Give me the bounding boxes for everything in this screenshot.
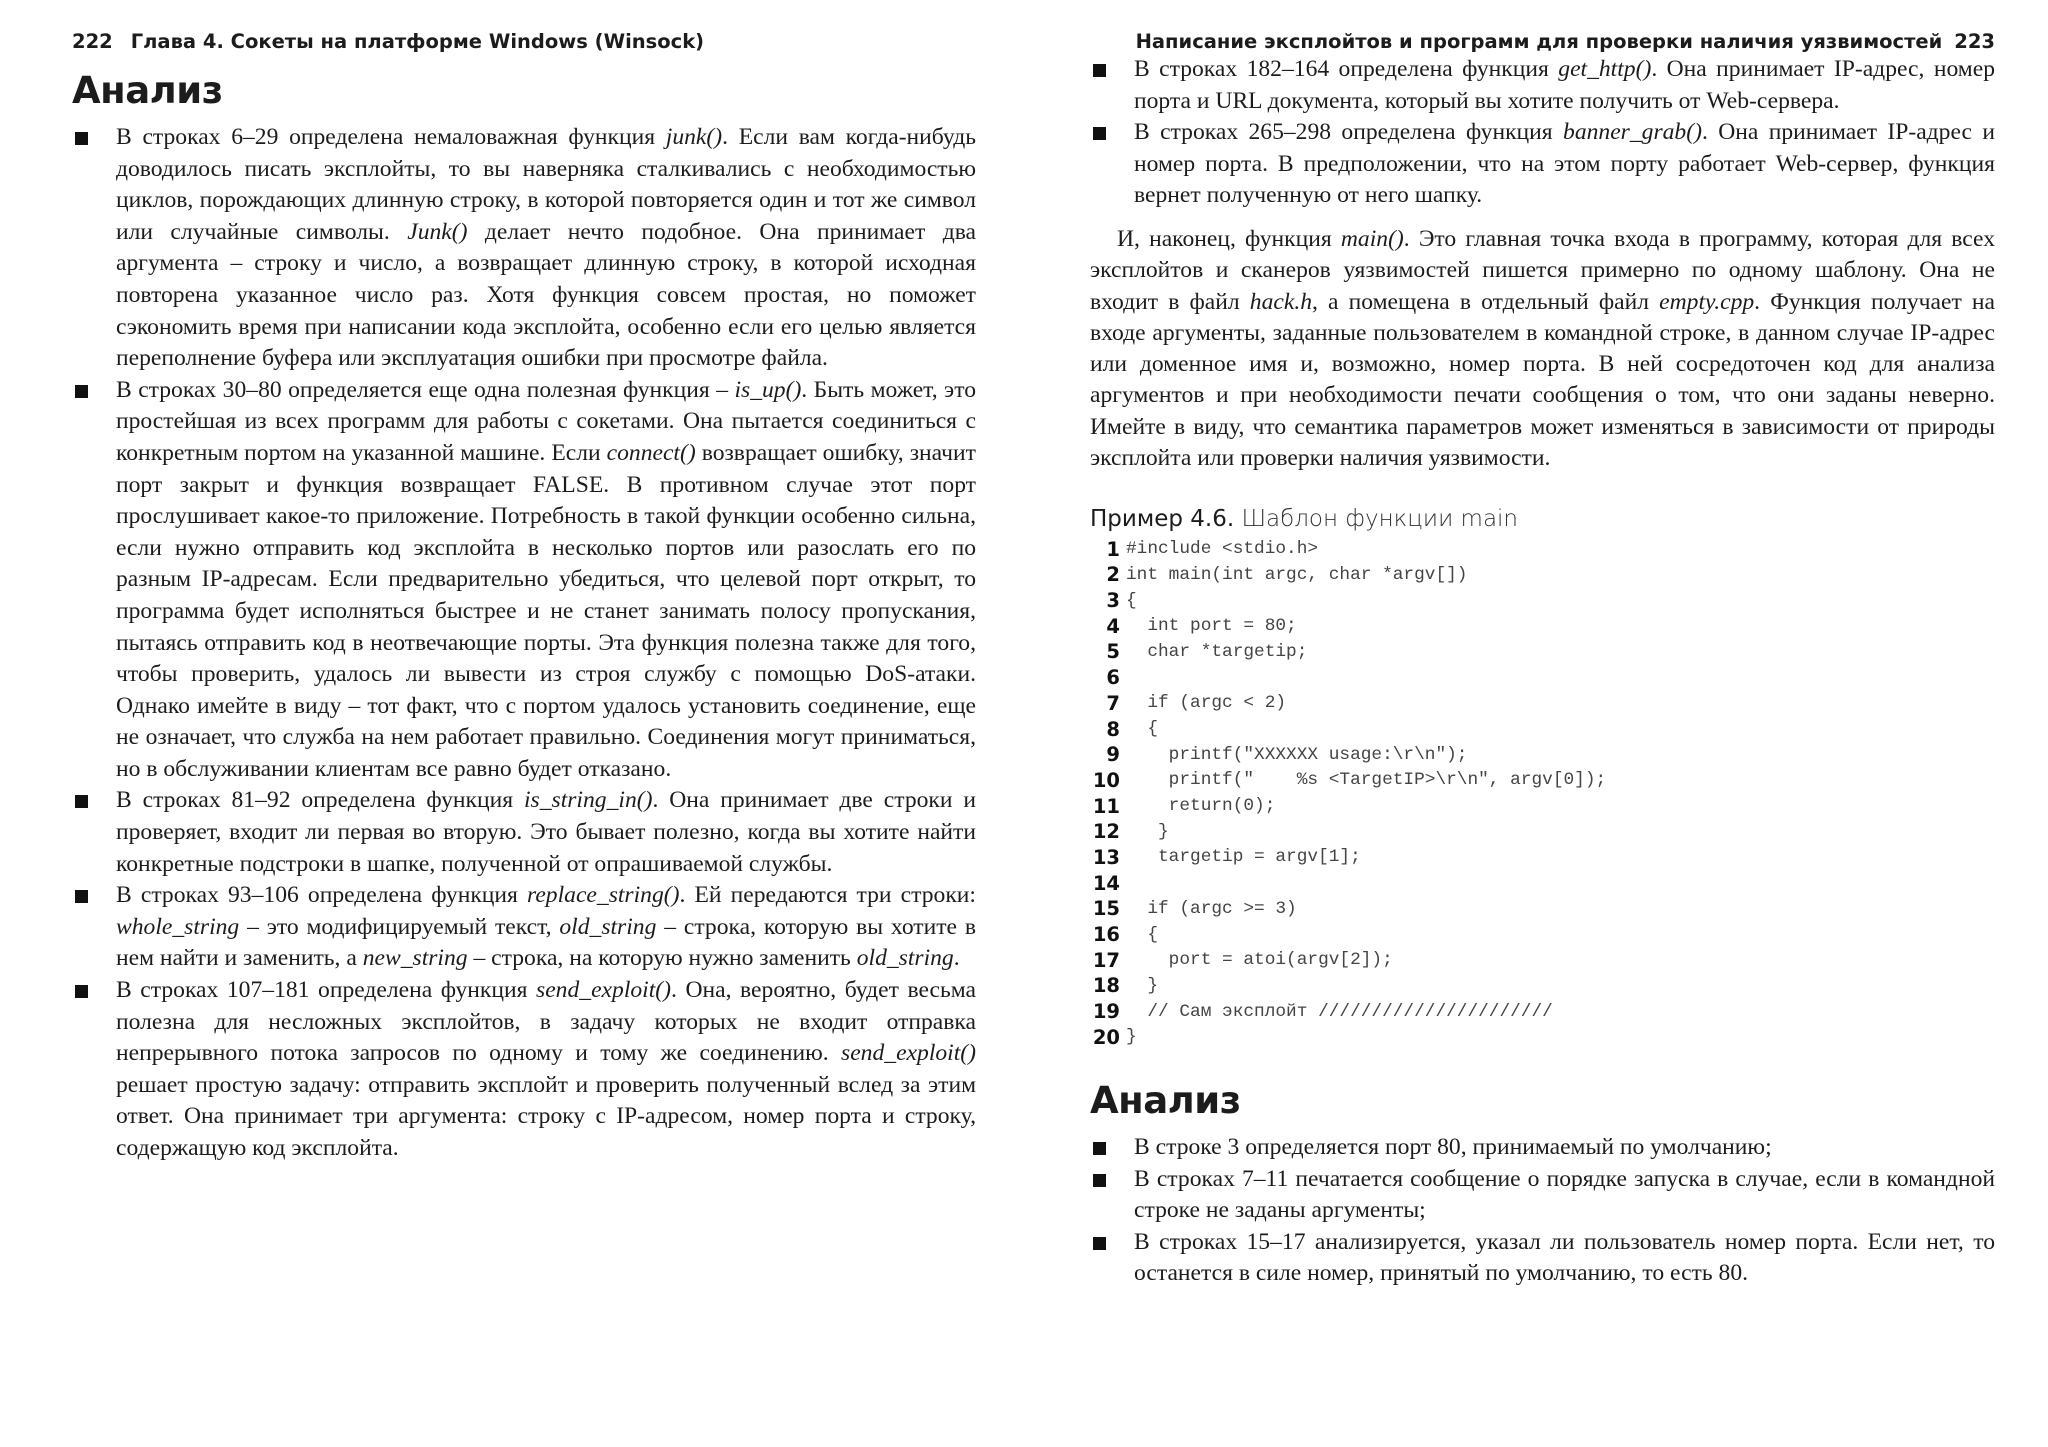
code-text: } bbox=[1126, 975, 1159, 996]
bullet-square-icon bbox=[1093, 1237, 1106, 1250]
line-number: 15 bbox=[1092, 897, 1120, 921]
bullet-text: В строках 30–80 определяется еще одна полезная функция – is_up(). Быть может, это простейшая из всех программ для работы с сокетами. Она пытается соединиться с конкретным портом на указанной машине. Если connect() возвращает ошибку, значит порт закрыт и функция возвращает FALSE. В противном случае этот порт прослушивает какое-то приложение. Потребность в такой функции особенно сильна, если нужно отправить код эксплойта в несколько портов или разослать его по разным IP-адресам. Если предварительно убедиться, что целевой порт открыт, то программа будет исполняться быстрее и не станет занимать полосу пропускания, пытаясь отправить код в неотвечающие порты. Эта функция полезна также для того, чтобы проверить, удалось ли вывести из строя службу с помощью DoS-атаки. Однако имейте в виду – тот факт, что с портом удалось установить соединение, еще не означает, что служба на нем работает правильно. Соединения могут приниматься, но в обслуживании клиентам все равно будет отказано. bbox=[116, 376, 976, 782]
code-line bbox=[1090, 716, 1995, 742]
line-number: 11 bbox=[1092, 794, 1120, 818]
list-item bbox=[72, 880, 976, 975]
bullet-square-icon bbox=[75, 385, 88, 398]
code-line bbox=[1090, 896, 1995, 922]
bullet-text: В строках 7–11 печатается сообщение о порядке запуска в случае, если в командной строке не заданы аргументы; bbox=[1134, 1165, 1995, 1224]
line-number: 20 bbox=[1092, 1025, 1120, 1049]
bullet-text: В строках 107–181 определена функция send_exploit(). Она, вероятно, будет весьма полезна для несложных эксплойтов, в задачу которых не входит отправка непрерывного потока запросов по одному и тому же соединению. send_exploit() решает простую задачу: отправить эксплойт и проверить полученный вслед за этим ответ. Она принимает три аргумента: строку с IP-адресом, номер порта и строку, содержащую код эксплойта. bbox=[116, 977, 976, 1161]
code-text: #include <stdio.h> bbox=[1126, 539, 1319, 560]
right-page bbox=[1024, 0, 2048, 1447]
bullet-list bbox=[1090, 54, 1995, 212]
line-number: 2 bbox=[1106, 563, 1120, 587]
code-text: // Сам эксплойт ////////////////////// bbox=[1126, 1001, 1553, 1022]
code-text: } bbox=[1126, 1027, 1137, 1048]
line-number: 17 bbox=[1092, 948, 1120, 972]
list-item bbox=[1090, 1227, 1995, 1290]
code-text: if (argc >= 3) bbox=[1126, 898, 1297, 919]
code-line bbox=[1090, 588, 1995, 614]
code-line bbox=[1090, 536, 1995, 562]
line-number: 9 bbox=[1106, 743, 1120, 767]
example-label: Пример 4.6. bbox=[1090, 506, 1235, 533]
code-text: printf("XXXXXX usage:\r\n"); bbox=[1126, 744, 1468, 765]
chapter-title: Глава 4. Сокеты на платформе Windows (Winsock) bbox=[130, 30, 705, 53]
page-number: 223 bbox=[1954, 30, 1995, 53]
bullet-list bbox=[1090, 1132, 1995, 1290]
list-item bbox=[1090, 1132, 1995, 1164]
code-text: port = atoi(argv[2]); bbox=[1126, 950, 1393, 971]
code-text: int port = 80; bbox=[1126, 616, 1297, 637]
bullet-square-icon bbox=[75, 795, 88, 808]
bullet-square-icon bbox=[75, 890, 88, 903]
bullet-text: В строках 182–164 определена функция get_http(). Она принимает IP-адрес, номер порта и URL документа, который вы хотите получить от Web-сервера. bbox=[1134, 56, 1995, 114]
bullet-text: В строках 81–92 определена функция is_string_in(). Она принимает две строки и проверяет, входит ли первая во вторую. Это бывает полезно, когда вы хотите найти конкретные подстроки в шапке, полученной от опрашиваемой службы. bbox=[116, 787, 976, 877]
line-number: 14 bbox=[1092, 871, 1120, 895]
bullet-square-icon bbox=[75, 985, 88, 998]
list-item bbox=[1090, 1164, 1995, 1227]
line-number: 6 bbox=[1106, 666, 1120, 690]
page-number: 222 bbox=[72, 30, 113, 53]
line-number: 8 bbox=[1106, 717, 1120, 741]
code-line bbox=[1090, 690, 1995, 716]
line-number: 13 bbox=[1092, 845, 1120, 869]
bullet-square-icon bbox=[1093, 64, 1106, 77]
line-number: 12 bbox=[1092, 820, 1120, 844]
bullet-text: В строках 265–298 определена функция banner_grab(). Она принимает IP-адрес и номер порта. В предположении, что на этом порту работает Web-сервер, функция вернет полученную от него шапку. bbox=[1134, 119, 1995, 209]
code-text: if (argc < 2) bbox=[1126, 693, 1287, 714]
running-head-left bbox=[72, 28, 976, 56]
list-item bbox=[72, 375, 976, 786]
line-number: 10 bbox=[1092, 768, 1120, 792]
example-caption bbox=[1090, 504, 1995, 534]
code-line bbox=[1090, 845, 1995, 871]
code-listing bbox=[1090, 536, 1995, 1050]
list-item bbox=[1090, 54, 1995, 117]
line-number: 1 bbox=[1106, 537, 1120, 561]
code-text: printf(" %s <TargetIP>\r\n", argv[0]); bbox=[1126, 770, 1607, 791]
code-text: { bbox=[1126, 924, 1159, 945]
body-paragraph: И, наконец, функция main(). Это главная точка входа в программу, которая для всех эксплойтов и сканеров уязвимостей пишется примерно по одному шаблону. Она не входит в файл hack.h, а помещена в отдельный файл empty.cpp. Функция получает на входе аргументы, заданные пользователем в командной строке, в данном случае IP-адрес или доменное имя и, возможно, номер порта. В ней сосредоточен код для анализа аргументов и при необходимости печати сообщения о том, что они заданы неверно. Имейте в виду, что семантика параметров может изменяться в зависимости от природы эксплойта или проверки наличия уязвимости. bbox=[1090, 225, 1996, 472]
line-number: 3 bbox=[1106, 589, 1120, 613]
section-title: Анализ bbox=[1090, 1079, 1241, 1123]
code-line bbox=[1090, 768, 1995, 794]
line-number: 18 bbox=[1092, 974, 1120, 998]
code-line bbox=[1090, 973, 1995, 999]
code-text: } bbox=[1126, 821, 1169, 842]
code-text: int main(int argc, char *argv[]) bbox=[1126, 564, 1468, 585]
line-number: 4 bbox=[1106, 614, 1120, 638]
code-line bbox=[1090, 665, 1995, 691]
code-line bbox=[1090, 613, 1995, 639]
bullet-square-icon bbox=[1093, 127, 1106, 140]
bullet-text: В строках 93–106 определена функция replace_string(). Ей передаются три строки: whole_string – это модифицируемый текст, old_string – строка, которую вы хотите в нем найти и заменить, а new_string – строка, на которую нужно заменить old_string. bbox=[116, 882, 976, 972]
code-line bbox=[1090, 639, 1995, 665]
code-line bbox=[1090, 999, 1995, 1025]
code-line bbox=[1090, 870, 1995, 896]
bullet-square-icon bbox=[75, 132, 88, 145]
code-line bbox=[1090, 947, 1995, 973]
line-number: 16 bbox=[1092, 923, 1120, 946]
code-text: { bbox=[1126, 719, 1159, 739]
line-number: 19 bbox=[1092, 1000, 1120, 1024]
example-description: Шаблон функции main bbox=[1241, 506, 1519, 533]
code-line bbox=[1090, 562, 1995, 588]
list-item bbox=[72, 122, 976, 375]
code-line bbox=[1090, 742, 1995, 768]
section-running-title: Написание эксплойтов и программ для проверки наличия уязвимостей bbox=[1135, 30, 1943, 53]
code-text: return(0); bbox=[1126, 796, 1276, 817]
code-line bbox=[1090, 819, 1995, 845]
code-text: targetip = argv[1]; bbox=[1126, 847, 1361, 868]
bullet-square-icon bbox=[1093, 1142, 1106, 1155]
code-line bbox=[1090, 793, 1995, 819]
bullet-text: В строках 6–29 определена немаловажная функция junk(). Если вам когда-нибудь доводилось писать эксплойты, то вы наверняка сталкивались с необходимостью циклов, порождающих длинную строку, в которой повторяется один и тот же символ или случайные символы. Junk() делает нечто подобное. Она принимает два аргумента – строку и число, а возвращает длинную строку, в которой исходная повторена указанное число раз. Хотя функция совсем простая, но поможет сэкономить время при написании кода эксплойта, особенно если его целью является переполнение буфера или эксплуатация ошибки при просмотре файла. bbox=[116, 124, 976, 372]
list-item bbox=[1090, 117, 1995, 212]
code-text: char *targetip; bbox=[1126, 641, 1308, 662]
line-number: 5 bbox=[1106, 640, 1120, 664]
code-line bbox=[1090, 922, 1995, 948]
code-text: { bbox=[1126, 590, 1137, 611]
bullet-list bbox=[72, 122, 976, 1165]
section-title: Анализ bbox=[72, 69, 223, 112]
line-number: 7 bbox=[1106, 691, 1120, 715]
bullet-text: В строке 3 определяется порт 80, принимаемый по умолчанию; bbox=[1134, 1134, 1772, 1161]
running-head-right bbox=[1090, 28, 1995, 56]
list-item bbox=[72, 975, 976, 1165]
list-item bbox=[72, 785, 976, 880]
bullet-text: В строках 15–17 анализируется, указал ли пользователь номер порта. Если нет, то останется в силе номер, принятый по умолчанию, то есть 80. bbox=[1134, 1228, 1995, 1287]
code-line bbox=[1090, 1024, 1995, 1050]
bullet-square-icon bbox=[1093, 1174, 1106, 1187]
